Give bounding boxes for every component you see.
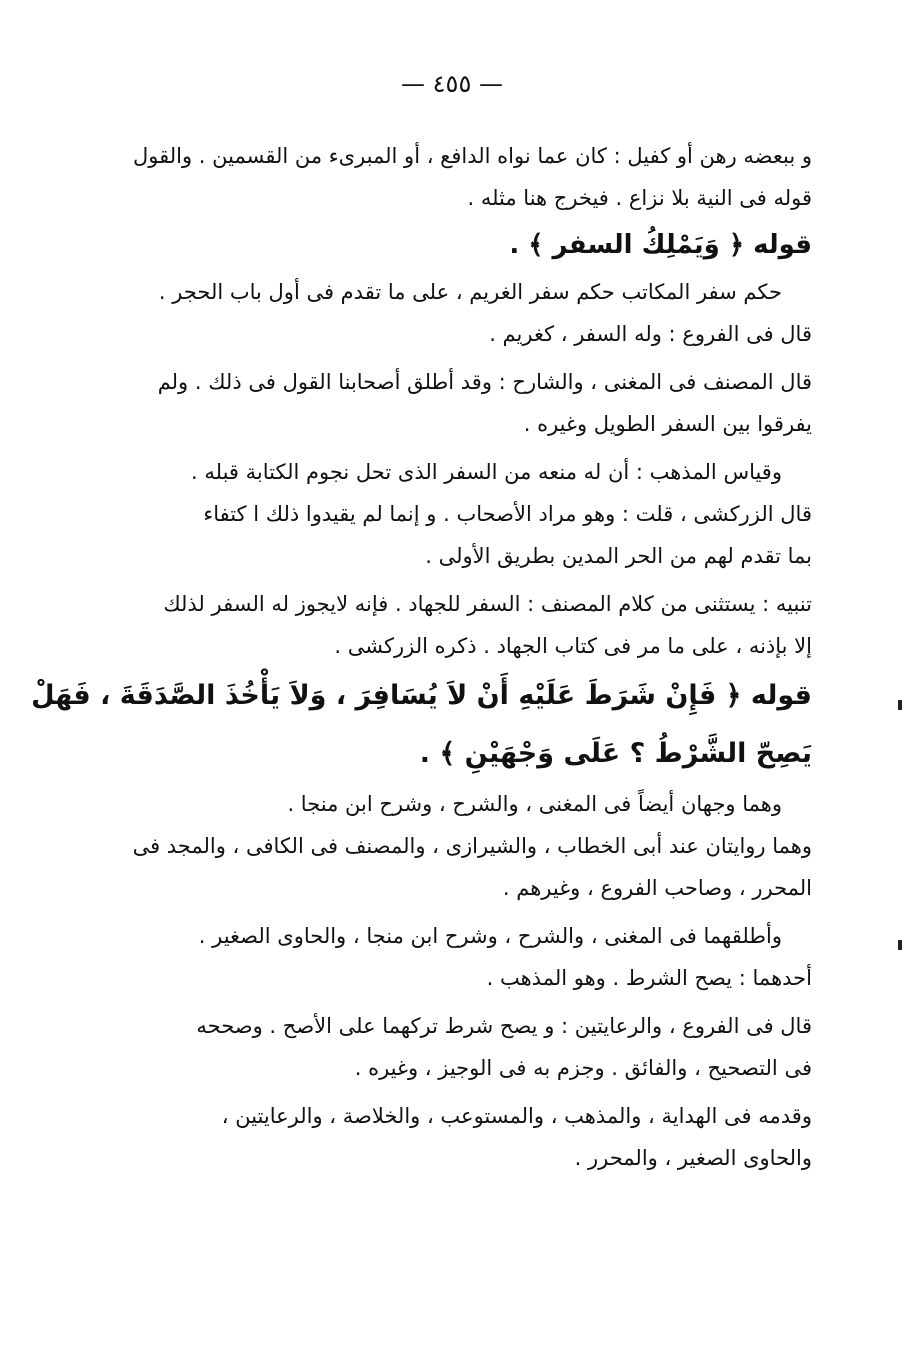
- text-line: وهما روايتان عند أبى الخطاب ، والشيرازى ، والمصنف فى الكافى ، والمجد فى: [132, 834, 812, 858]
- text-line: يفرقوا بين السفر الطويل وغيره .: [523, 412, 812, 436]
- text-line: قال الزركشى ، قلت : وهو مراد الأصحاب . و إنما لم يقيدوا ذلك ا كتفاء: [203, 502, 812, 526]
- text-line: فى التصحيح ، والفائق . وجزم به فى الوجيز ، وغيره .: [354, 1056, 812, 1080]
- margin-mark: [898, 940, 902, 950]
- text-line: إلا بإذنه ، على ما مر فى كتاب الجهاد . ذكره الزركشى .: [334, 634, 812, 658]
- text-line: بما تقدم لهم من الحر المدين بطريق الأولى .: [425, 544, 812, 568]
- text-line: و ببعضه رهن أو كفيل : كان عما نواه الدافع ، أو المبرىء من القسمين . والقول: [133, 144, 812, 168]
- section-heading: يَصِحّ الشَّرْطُ ؟ عَلَى وَجْهَيْنِ ﴾ .: [419, 738, 812, 769]
- text-line: وهما وجهان أيضاً فى المغنى ، والشرح ، وشرح ابن منجا .: [287, 792, 782, 816]
- section-heading: قوله ﴿ فَإِنْ شَرَطَ عَلَيْهِ أَنْ لاَ يُسَافِرَ ، وَلاَ يَأْخُذَ الصَّدَقَةَ ، فَهَلْ: [31, 680, 812, 711]
- body-text: [31, 135, 812, 1179]
- text-line: أحدهما : يصح الشرط . وهو المذهب .: [486, 966, 812, 990]
- text-line: قال المصنف فى المغنى ، والشارح : وقد أطلق أصحابنا القول فى ذلك . ولم: [157, 370, 812, 394]
- page-number: — ٤٥٥ —: [401, 70, 503, 98]
- section-heading: قوله ﴿ وَيَمْلِكُ السفر ﴾ .: [509, 230, 812, 260]
- text-line: قال فى الفروع : وله السفر ، كغريم .: [489, 322, 812, 346]
- text-line: المحرر ، وصاحب الفروع ، وغيرهم .: [502, 876, 812, 900]
- text-line: وقياس المذهب : أن له منعه من السفر الذى تحل نجوم الكتابة قبله .: [191, 460, 782, 484]
- text-line: وأطلقهما فى المغنى ، والشرح ، وشرح ابن منجا ، والحاوى الصغير .: [198, 924, 782, 948]
- text-line: قوله فى النية بلا نزاع . فيخرج هنا مثله .: [467, 186, 812, 210]
- text-line: قال فى الفروع ، والرعايتين : و يصح شرط تركهما على الأصح . وصححه: [196, 1014, 812, 1038]
- text-line: حكم سفر المكاتب حكم سفر الغريم ، على ما تقدم فى أول باب الحجر .: [158, 280, 782, 304]
- margin-mark: [898, 700, 902, 710]
- text-line: وقدمه فى الهداية ، والمذهب ، والمستوعب ، والخلاصة ، والرعايتين ،: [221, 1104, 812, 1128]
- text-line: والحاوى الصغير ، والمحرر .: [574, 1146, 812, 1170]
- note-line: تنبيه : يستثنى من كلام المصنف : السفر للجهاد . فإنه لايجوز له السفر لذلك: [163, 592, 812, 616]
